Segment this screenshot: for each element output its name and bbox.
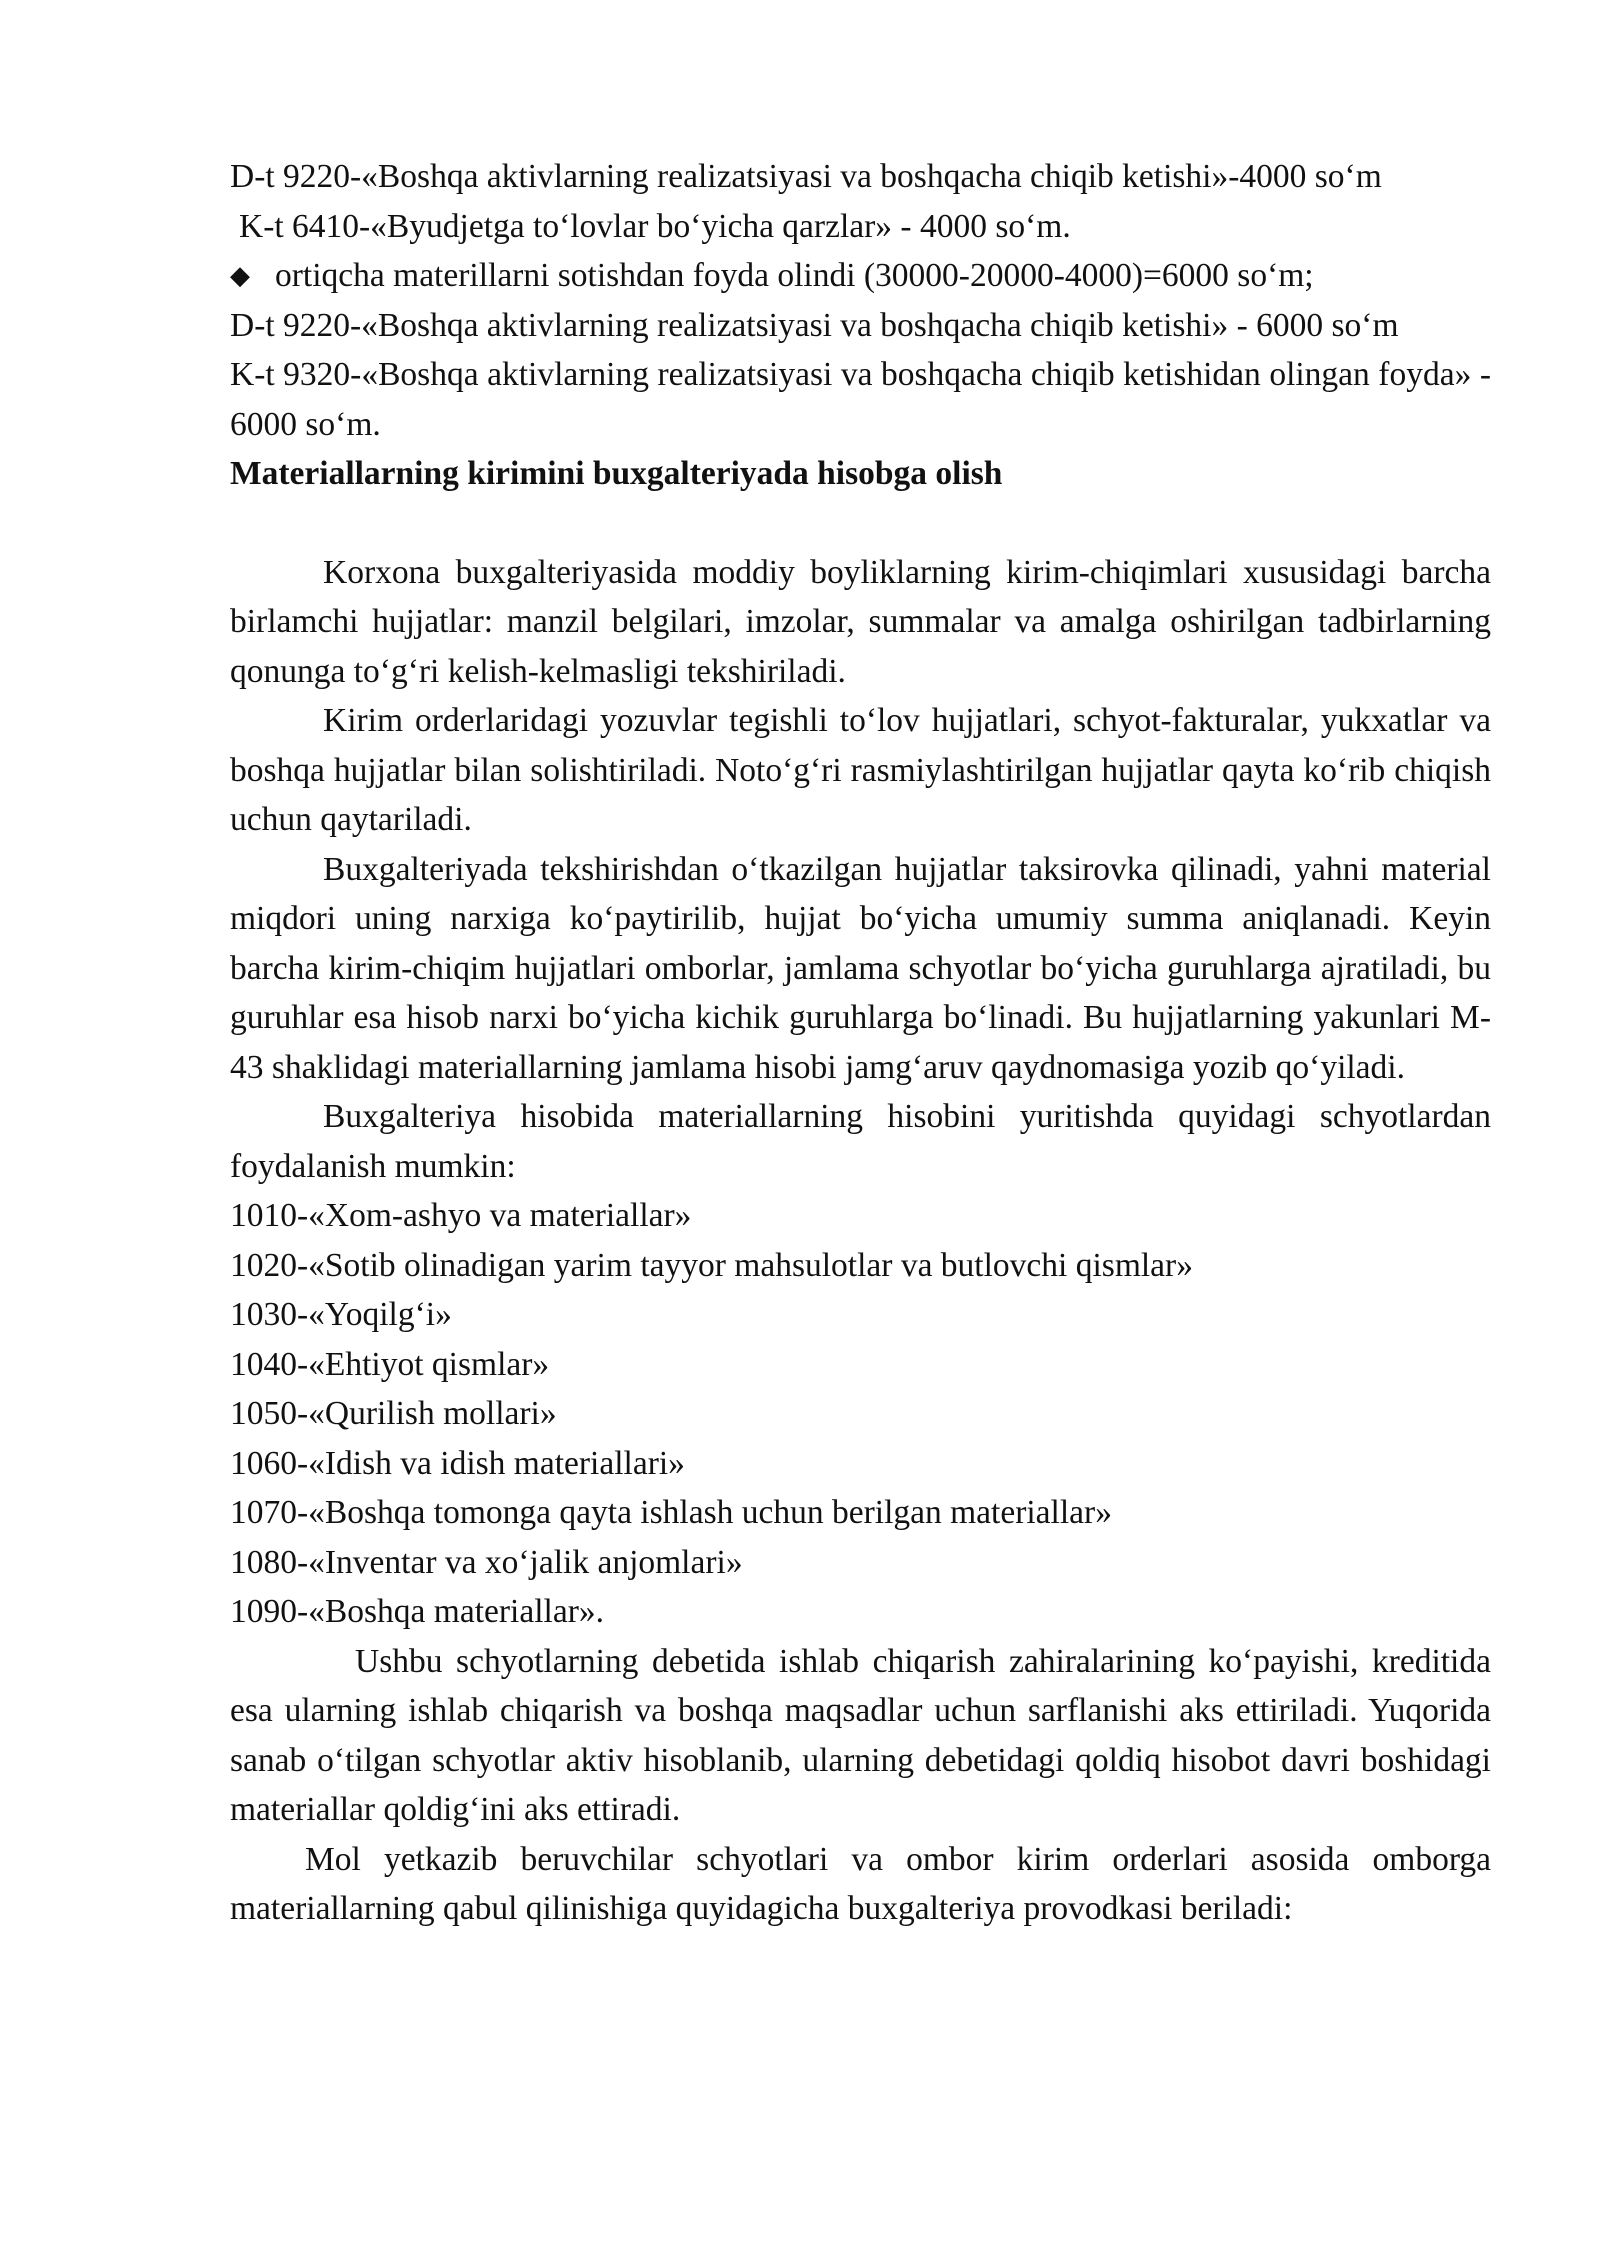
paragraph-2: Kirim orderlaridagi yozuvlar tegishli to‘lov hujjatlari, schyot-fakturalar, yukxatlar va boshqa hujjatlar bilan solishtiriladi. Noto‘g‘ri rasmiylashtirilgan hujjatlar qayta ko‘rib chiqish uchun qaytariladi. <box>230 702 1491 838</box>
bullet-item <box>230 251 1491 301</box>
accounts-list <box>230 1191 1491 1637</box>
entry2-credit: K-t 9320-«Boshqa aktivlarning realizatsiyasi va boshqacha chiqib ketishidan olingan foyda» - 6000 so‘m. <box>230 356 1491 443</box>
bullet-text: ortiqcha materillarni sotishdan foyda olindi (30000-20000-4000)=6000 so‘m; <box>275 257 1314 294</box>
section-heading: Materiallarning kirimini buxgalteriyada hisobga olish <box>230 455 1003 492</box>
paragraph-3: Buxgalteriyada tekshirishdan o‘tkazilgan hujjatlar taksirovka qilinadi, yahni material miqdori uning narxiga ko‘paytirilib, hujjat bo‘yicha umumiy summa aniqlanadi. Keyin barcha kirim-chiqim hujjatlari omborlar, jamlama schyotlar bo‘yicha guruhlarga ajratiladi, bu guruhlar esa hisob narxi bo‘yicha kichik guruhlarga bo‘linadi. Bu hujjatlarning yakunlari M-43 shaklidagi materiallarning jamlama hisobi jamg‘aruv qaydnomasiga yozib qo‘yiladi. <box>230 850 1491 1086</box>
paragraph-6: Mol yetkazib beruvchilar schyotlari va ombor kirim orderlari asosida omborga materiallarning qabul qilinishiga quyidagicha buxgalteriya provodkasi beriladi: <box>230 1840 1491 1927</box>
paragraph-5: Ushbu schyotlarning debetida ishlab chiqarish zahiralarining ko‘payishi, kreditida esa ularning ishlab chiqarish va boshqa maqsadlar uchun sarflanishi aks ettiriladi. Yuqorida sanab o‘tilgan schyotlar aktiv hisoblanib, ularning debetidagi qoldiq hisobot davri boshidagi materiallar qoldig‘ini aks ettiradi. <box>230 1642 1491 1828</box>
paragraph-1: Korxona buxgalteriyasida moddiy boyliklarning kirim-chiqimlari xususidagi barcha birlamchi hujjatlar: manzil belgilari, imzolar, summalar va amalga oshirilgan tadbirlarning qonunga to‘g‘ri kelish-kelmasligi tekshiriladi. <box>230 553 1491 690</box>
entry1-debit: D-t 9220-«Boshqa aktivlarning realizatsiyasi va boshqacha chiqib ketishi»-4000 so‘m <box>230 158 1382 195</box>
account-item: 1060-«Idish va idish materiallari» <box>230 1444 685 1482</box>
paragraph-4: Buxgalteriya hisobida materiallarning hisobini yuritishda quyidagi schyotlardan foydalanish mumkin: <box>230 1098 1491 1185</box>
entry2-debit: D-t 9220-«Boshqa aktivlarning realizatsiyasi va boshqacha chiqib ketishi» - 6000 so‘m <box>230 306 1399 344</box>
account-item: 1090-«Boshqa materiallar». <box>230 1593 604 1630</box>
account-item: 1010-«Xom-ashyo va materiallar» <box>230 1197 692 1234</box>
account-item: 1080-«Inventar va xo‘jalik anjomlari» <box>230 1543 743 1581</box>
entry1-credit: K-t 6410-«Byudjetga to‘lovlar bo‘yicha qarzlar» - 4000 so‘m. <box>239 207 1071 245</box>
account-item: 1020-«Sotib olinadigan yarim tayyor mahsulotlar va butlovchi qismlar» <box>230 1246 1193 1284</box>
account-item: 1040-«Ehtiyot qismlar» <box>230 1345 550 1383</box>
diamond-bullet-icon: ◆ <box>230 261 250 290</box>
document-body <box>230 152 1491 1934</box>
account-item: 1050-«Qurilish mollari» <box>230 1395 557 1432</box>
account-item: 1030-«Yoqilg‘i» <box>230 1296 452 1333</box>
account-item: 1070-«Boshqa tomonga qayta ishlash uchun berilgan materiallar» <box>230 1494 1112 1531</box>
spacer <box>230 499 1491 548</box>
